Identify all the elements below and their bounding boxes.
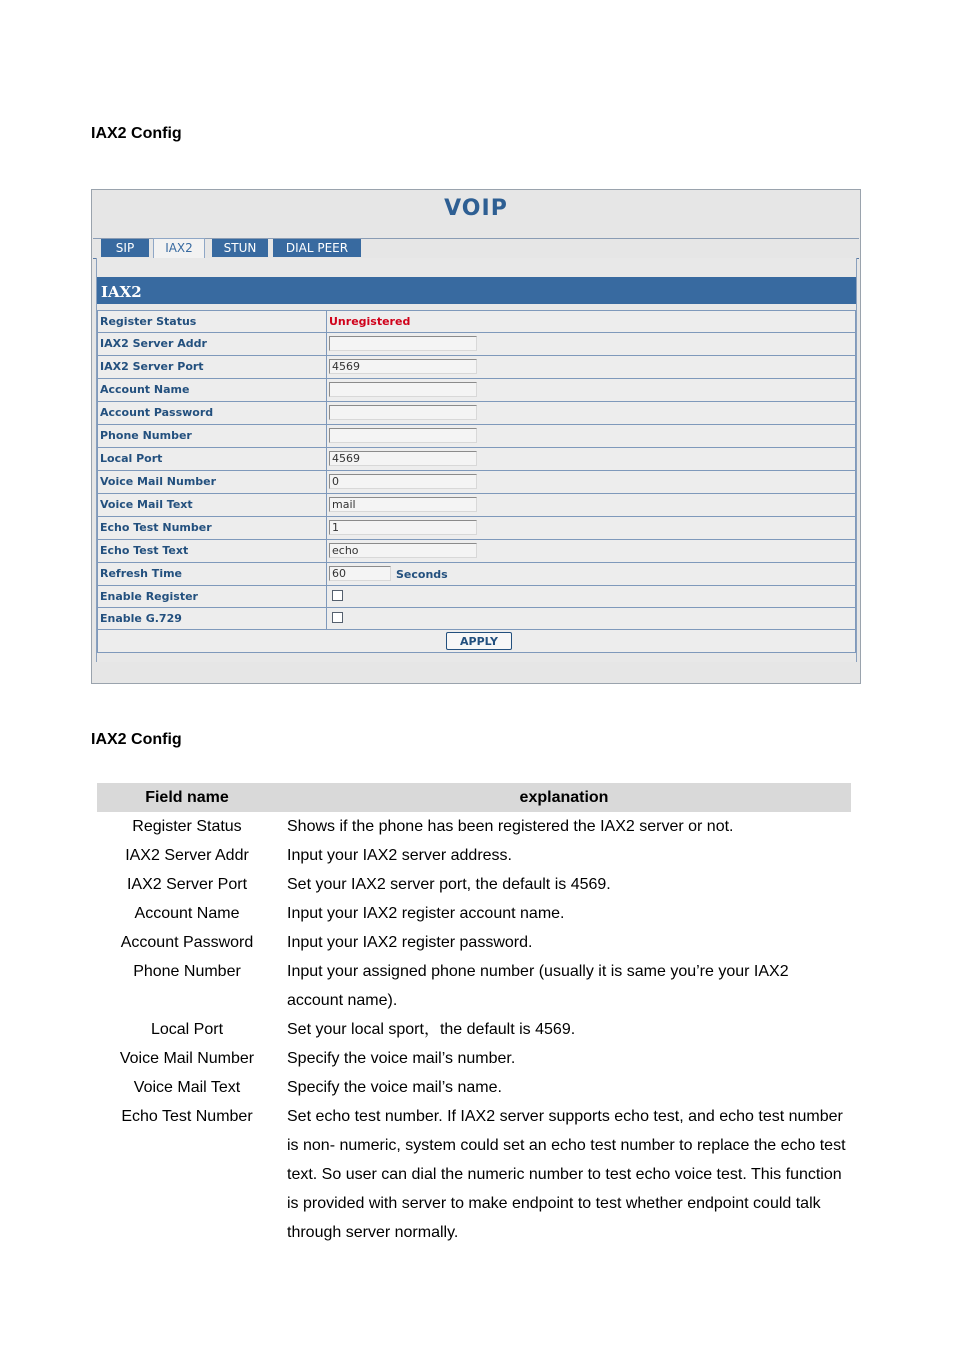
field-name-cell: Account Password: [120, 934, 254, 951]
field-label: Local Port: [98, 448, 327, 470]
table-row: [97, 812, 851, 841]
tab-iax2[interactable]: IAX2: [153, 238, 205, 258]
field-name-cell: Register Status: [132, 818, 242, 835]
field-label: Enable Register: [98, 586, 327, 607]
field-name-cell: Phone Number: [133, 963, 241, 980]
row-voice-mail-number: [97, 471, 856, 494]
column-header-explanation: explanation: [519, 789, 609, 806]
account-password-input[interactable]: [329, 405, 477, 420]
row-enable-register: [97, 586, 856, 608]
explanation-cell: Input your assigned phone number (usually it is same you’re your IAX2 account name).: [287, 963, 789, 1009]
explanation-cell: Set your local sport，the default is 4569.: [287, 1021, 576, 1038]
row-refresh-time: [97, 563, 856, 586]
server-addr-input[interactable]: [329, 336, 477, 351]
table-row: [97, 841, 851, 870]
row-account-name: [97, 379, 856, 402]
row-server-addr: [97, 333, 856, 356]
field-label: IAX2 Server Port: [98, 356, 327, 378]
table-row: [97, 1044, 851, 1073]
refresh-time-input[interactable]: 60: [329, 566, 391, 581]
row-account-password: [97, 402, 856, 425]
explanation-cell: Input your IAX2 server address.: [287, 847, 512, 864]
row-apply: [97, 630, 856, 653]
field-label: Refresh Time: [98, 563, 327, 585]
enable-register-checkbox[interactable]: [332, 590, 343, 601]
settings-table: [97, 310, 856, 653]
field-label: Voice Mail Text: [98, 494, 327, 516]
table-row: [97, 957, 851, 1015]
field-label: Account Name: [98, 379, 327, 401]
voip-title: VOIP: [444, 196, 508, 221]
explanation-table: [97, 783, 851, 1247]
apply-button[interactable]: APPLY: [446, 632, 512, 650]
tab-bar: [93, 238, 859, 259]
row-server-port: [97, 356, 856, 379]
field-label: IAX2 Server Addr: [98, 333, 327, 355]
row-echo-test-text: [97, 540, 856, 563]
tab-dial-peer[interactable]: DIAL PEER: [273, 239, 361, 257]
field-name-cell: Local Port: [150, 1021, 224, 1038]
voice-mail-number-input[interactable]: 0: [329, 474, 477, 489]
table-row: [97, 1073, 851, 1102]
explanation-cell: Set echo test number. If IAX2 server supports echo test, and echo test number is non- numeric, system could set an echo test number to replace the echo test text. So user can dial the numeric number to test echo voice test. This function is provided with server to make endpoint to test whether endpoint could talk through server normally.: [287, 1108, 846, 1241]
echo-test-number-input[interactable]: 1: [329, 520, 477, 535]
tab-content: [96, 258, 857, 662]
section-title: IAX2: [97, 277, 856, 304]
field-name-cell: Voice Mail Text: [133, 1079, 241, 1096]
field-label: Register Status: [98, 311, 327, 332]
explanation-cell: Input your IAX2 register password.: [287, 934, 533, 951]
row-echo-test-number: [97, 517, 856, 540]
column-header-field: Field name: [145, 789, 229, 806]
table-row: [97, 899, 851, 928]
table-header: [97, 783, 851, 812]
refresh-time-unit: Seconds: [396, 568, 448, 581]
explanation-cell: Shows if the phone has been registered the IAX2 server or not.: [287, 818, 734, 835]
field-name-cell: Echo Test Number: [121, 1108, 253, 1125]
tab-sip[interactable]: SIP: [101, 239, 149, 257]
row-phone-number: [97, 425, 856, 448]
explanation-cell: Specify the voice mail’s number.: [287, 1050, 516, 1067]
table-row: [97, 1015, 851, 1044]
row-register-status: [97, 310, 856, 333]
field-label: Enable G.729: [98, 608, 327, 629]
table-row: [97, 928, 851, 957]
table-row: [97, 1102, 851, 1247]
section-heading: IAX2 Config: [91, 731, 182, 748]
row-voice-mail-text: [97, 494, 856, 517]
field-name-cell: Account Name: [134, 905, 240, 922]
explanation-cell: Set your IAX2 server port, the default is 4569.: [287, 876, 611, 893]
voip-settings-panel: [91, 189, 861, 684]
account-name-input[interactable]: [329, 382, 477, 397]
field-name-cell: Voice Mail Number: [119, 1050, 255, 1067]
table-row: [97, 870, 851, 899]
section-heading: IAX2 Config: [91, 125, 182, 142]
field-label: Voice Mail Number: [98, 471, 327, 493]
field-label: Account Password: [98, 402, 327, 424]
row-enable-g729: [97, 608, 856, 630]
field-label: Echo Test Number: [98, 517, 327, 539]
register-status-value: Unregistered: [329, 315, 411, 328]
field-name-cell: IAX2 Server Port: [126, 876, 248, 893]
local-port-input[interactable]: 4569: [329, 451, 477, 466]
phone-number-input[interactable]: [329, 428, 477, 443]
server-port-input[interactable]: 4569: [329, 359, 477, 374]
echo-test-text-input[interactable]: echo: [329, 543, 477, 558]
explanation-cell: Specify the voice mail’s name.: [287, 1079, 502, 1096]
field-name-cell: IAX2 Server Addr: [125, 847, 249, 864]
row-local-port: [97, 448, 856, 471]
explanation-cell: Input your IAX2 register account name.: [287, 905, 565, 922]
tab-stun[interactable]: STUN: [212, 239, 268, 257]
enable-g729-checkbox[interactable]: [332, 612, 343, 623]
field-label: Echo Test Text: [98, 540, 327, 562]
voice-mail-text-input[interactable]: mail: [329, 497, 477, 512]
field-label: Phone Number: [98, 425, 327, 447]
